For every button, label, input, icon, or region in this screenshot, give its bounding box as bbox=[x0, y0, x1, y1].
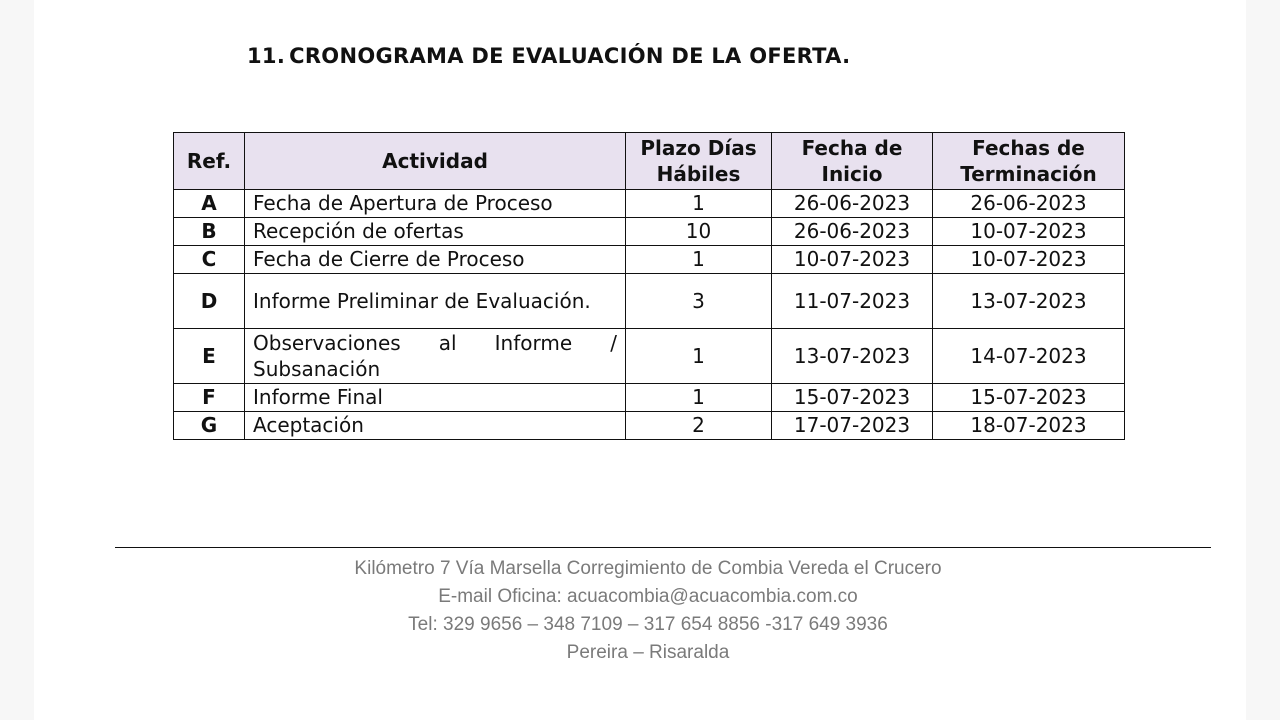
row-ref: D bbox=[174, 274, 245, 329]
section-heading bbox=[247, 44, 850, 68]
header-start-line2: Inicio bbox=[821, 162, 883, 186]
row-ref: B bbox=[174, 218, 245, 246]
header-start-date bbox=[772, 133, 933, 190]
header-end-line2: Terminación bbox=[960, 162, 1097, 186]
footer-divider bbox=[115, 547, 1211, 548]
row-start-date: 15-07-2023 bbox=[772, 384, 933, 412]
row-days: 2 bbox=[626, 412, 772, 440]
row-days: 3 bbox=[626, 274, 772, 329]
row-end-date: 15-07-2023 bbox=[933, 384, 1125, 412]
header-activity: Actividad bbox=[245, 133, 626, 190]
row-days: 1 bbox=[626, 190, 772, 218]
header-days-line2: Hábiles bbox=[656, 162, 741, 186]
row-end-date: 18-07-2023 bbox=[933, 412, 1125, 440]
page-margin-left bbox=[0, 0, 34, 720]
table-row bbox=[174, 384, 1125, 412]
row-end-date: 10-07-2023 bbox=[933, 246, 1125, 274]
footer-email: E-mail Oficina: acuacombia@acuacombia.com.co bbox=[438, 586, 858, 607]
table-row bbox=[174, 246, 1125, 274]
header-start-line1: Fecha de bbox=[801, 136, 903, 160]
row-ref: C bbox=[174, 246, 245, 274]
row-ref: G bbox=[174, 412, 245, 440]
row-activity: Aceptación bbox=[245, 412, 626, 440]
table-row bbox=[174, 412, 1125, 440]
row-activity: Fecha de Apertura de Proceso bbox=[245, 190, 626, 218]
row-activity: Informe Final bbox=[245, 384, 626, 412]
row-activity: Observaciones al Informe / Subsanación bbox=[245, 329, 626, 384]
section-number: 11. bbox=[247, 44, 286, 68]
row-activity: Informe Preliminar de Evaluación. bbox=[245, 274, 626, 329]
header-days-line1: Plazo Días bbox=[640, 136, 757, 160]
header-ref: Ref. bbox=[174, 133, 245, 190]
row-start-date: 26-06-2023 bbox=[772, 190, 933, 218]
footer-address: Kilómetro 7 Vía Marsella Corregimiento de Combia Vereda el Crucero bbox=[354, 558, 942, 579]
row-ref: F bbox=[174, 384, 245, 412]
header-end-line1: Fechas de bbox=[972, 136, 1085, 160]
footer bbox=[115, 555, 1181, 667]
table-row bbox=[174, 329, 1125, 384]
footer-city: Pereira – Risaralda bbox=[566, 642, 730, 663]
row-days: 1 bbox=[626, 384, 772, 412]
row-days: 1 bbox=[626, 246, 772, 274]
row-activity: Fecha de Cierre de Proceso bbox=[245, 246, 626, 274]
row-start-date: 11-07-2023 bbox=[772, 274, 933, 329]
header-end-date bbox=[933, 133, 1125, 190]
section-title: CRONOGRAMA DE EVALUACIÓN DE LA OFERTA. bbox=[289, 44, 851, 68]
table-row bbox=[174, 190, 1125, 218]
footer-phones: Tel: 329 9656 – 348 7109 – 317 654 8856 -317 649 3936 bbox=[408, 614, 888, 635]
row-ref: E bbox=[174, 329, 245, 384]
row-days: 10 bbox=[626, 218, 772, 246]
row-activity: Recepción de ofertas bbox=[245, 218, 626, 246]
row-ref: A bbox=[174, 190, 245, 218]
header-days bbox=[626, 133, 772, 190]
page-margin-right bbox=[1246, 0, 1280, 720]
row-start-date: 13-07-2023 bbox=[772, 329, 933, 384]
row-start-date: 17-07-2023 bbox=[772, 412, 933, 440]
evaluation-schedule-table bbox=[173, 132, 1125, 440]
table-row bbox=[174, 218, 1125, 246]
row-days: 1 bbox=[626, 329, 772, 384]
row-end-date: 13-07-2023 bbox=[933, 274, 1125, 329]
table-header-row bbox=[174, 133, 1125, 190]
row-end-date: 10-07-2023 bbox=[933, 218, 1125, 246]
row-end-date: 26-06-2023 bbox=[933, 190, 1125, 218]
row-start-date: 10-07-2023 bbox=[772, 246, 933, 274]
table-row bbox=[174, 274, 1125, 329]
row-end-date: 14-07-2023 bbox=[933, 329, 1125, 384]
row-start-date: 26-06-2023 bbox=[772, 218, 933, 246]
